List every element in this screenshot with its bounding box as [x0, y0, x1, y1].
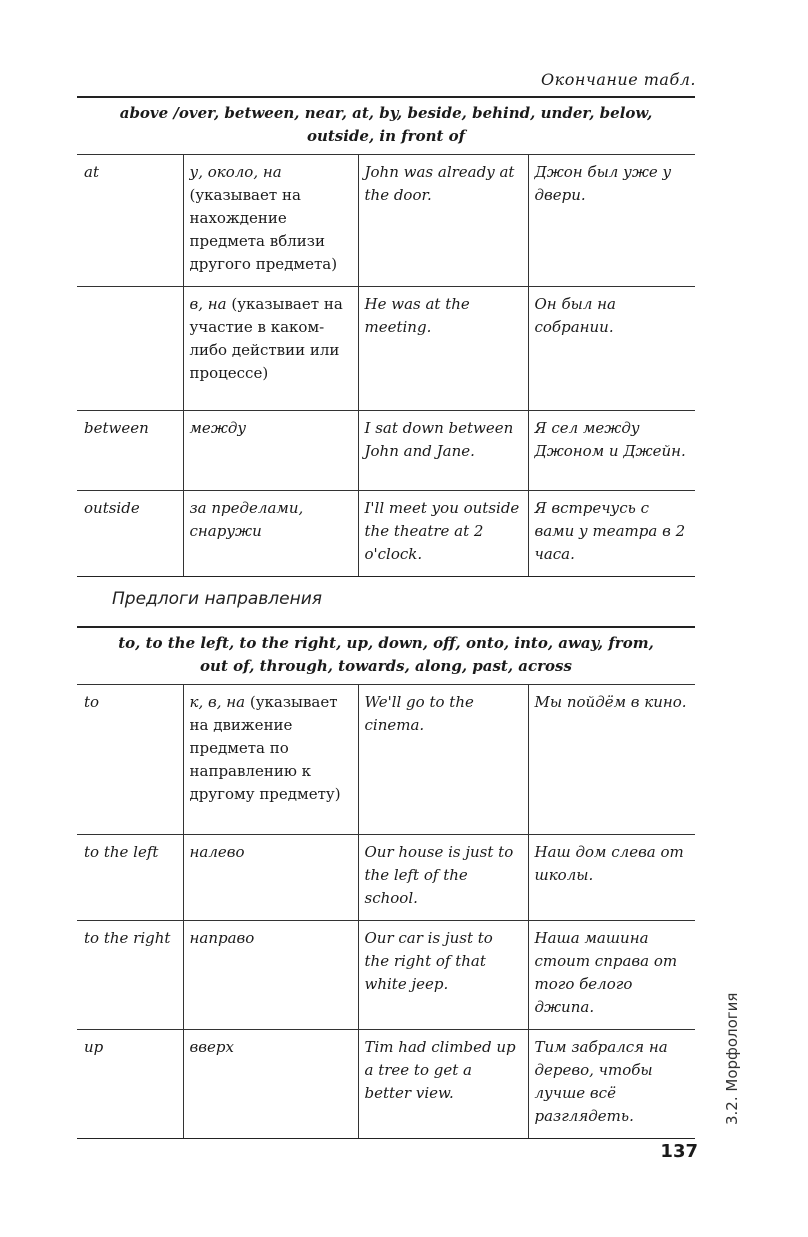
preposition-cell: between — [77, 411, 183, 491]
preposition-cell: up — [77, 1030, 183, 1139]
example-ru-cell: Джон был уже у двери. — [528, 155, 695, 287]
preposition-cell: at — [77, 155, 183, 287]
table-row — [77, 287, 695, 411]
example-ru-cell: Он был на собрании. — [528, 287, 695, 411]
table-header-cell — [77, 627, 695, 685]
example-en-cell: I'll meet you outside the theatre at 2 o'clock. — [358, 491, 528, 577]
meaning-cell — [183, 491, 358, 577]
table-header-line: above /over, between, near, at, by, beside, behind, under, below, — [119, 104, 653, 122]
meaning-note: (указывает на нахождение предмета вблизи другого предмета) — [189, 186, 338, 273]
continuation-note: Окончание табл. — [541, 70, 696, 89]
table-header-row — [77, 627, 695, 685]
table-header-line: outside, in front of — [306, 127, 466, 145]
page-number: 137 — [660, 1141, 698, 1162]
table-header-line: out of, through, towards, along, past, across — [200, 657, 572, 675]
preposition-cell: to — [77, 685, 183, 835]
table-row — [77, 921, 695, 1030]
example-en-cell: I sat down between John and Jane. — [358, 411, 528, 491]
meaning-translation: за пределами, снаружи — [189, 499, 304, 540]
section-title: Предлоги направления — [112, 589, 323, 609]
example-en-cell: Our car is just to the right of that white jeep. — [358, 921, 528, 1030]
meaning-cell — [183, 287, 358, 411]
meaning-cell — [183, 155, 358, 287]
table-row — [77, 1030, 695, 1139]
table-row — [77, 411, 695, 491]
meaning-cell — [183, 835, 358, 921]
example-en-cell: John was already at the door. — [358, 155, 528, 287]
table-row — [77, 685, 695, 835]
chapter-side-label: 3.2. Морфология — [723, 992, 741, 1125]
meaning-note: (указывает на движение предмета по направлению к другому предмету) — [189, 693, 341, 803]
meaning-translation: в, на — [189, 295, 227, 313]
table-header-cell — [77, 97, 695, 155]
table-header-line: to, to the left, to the right, up, down, off, onto, into, away, from, — [118, 634, 654, 652]
example-ru-cell: Тим забрался на дерево, чтобы лучше всё разглядеть. — [528, 1030, 695, 1139]
example-en-cell: Our house is just to the left of the school. — [358, 835, 528, 921]
example-ru-cell: Наш дом слева от школы. — [528, 835, 695, 921]
meaning-translation: направо — [189, 929, 255, 947]
example-en-cell: We'll go to the cinema. — [358, 685, 528, 835]
meaning-translation: к, в, на — [189, 693, 246, 711]
example-en-cell: He was at the meeting. — [358, 287, 528, 411]
meaning-cell — [183, 411, 358, 491]
preposition-cell: to the right — [77, 921, 183, 1030]
meaning-translation: вверх — [189, 1038, 234, 1056]
meaning-cell — [183, 921, 358, 1030]
prepositions-table-place — [77, 96, 695, 577]
example-en-cell: Tim had climbed up a tree to get a better view. — [358, 1030, 528, 1139]
example-ru-cell: Я сел между Джоном и Джейн. — [528, 411, 695, 491]
table-row — [77, 155, 695, 287]
meaning-translation: у, около, на — [189, 163, 282, 181]
preposition-cell — [77, 287, 183, 411]
meaning-cell — [183, 1030, 358, 1139]
table-row — [77, 491, 695, 577]
meaning-note: (указывает на участие в каком-либо действии или процессе) — [189, 295, 343, 382]
meaning-translation: налево — [189, 843, 245, 861]
meaning-cell — [183, 685, 358, 835]
table-row — [77, 835, 695, 921]
prepositions-table-direction — [77, 626, 695, 1139]
example-ru-cell: Я встречусь с вами у театра в 2 часа. — [528, 491, 695, 577]
example-ru-cell: Наша машина стоит справа от того белого джипа. — [528, 921, 695, 1030]
meaning-translation: между — [189, 419, 247, 437]
preposition-cell: to the left — [77, 835, 183, 921]
example-ru-cell: Мы пойдём в кино. — [528, 685, 695, 835]
table-header-row — [77, 97, 695, 155]
preposition-cell: outside — [77, 491, 183, 577]
